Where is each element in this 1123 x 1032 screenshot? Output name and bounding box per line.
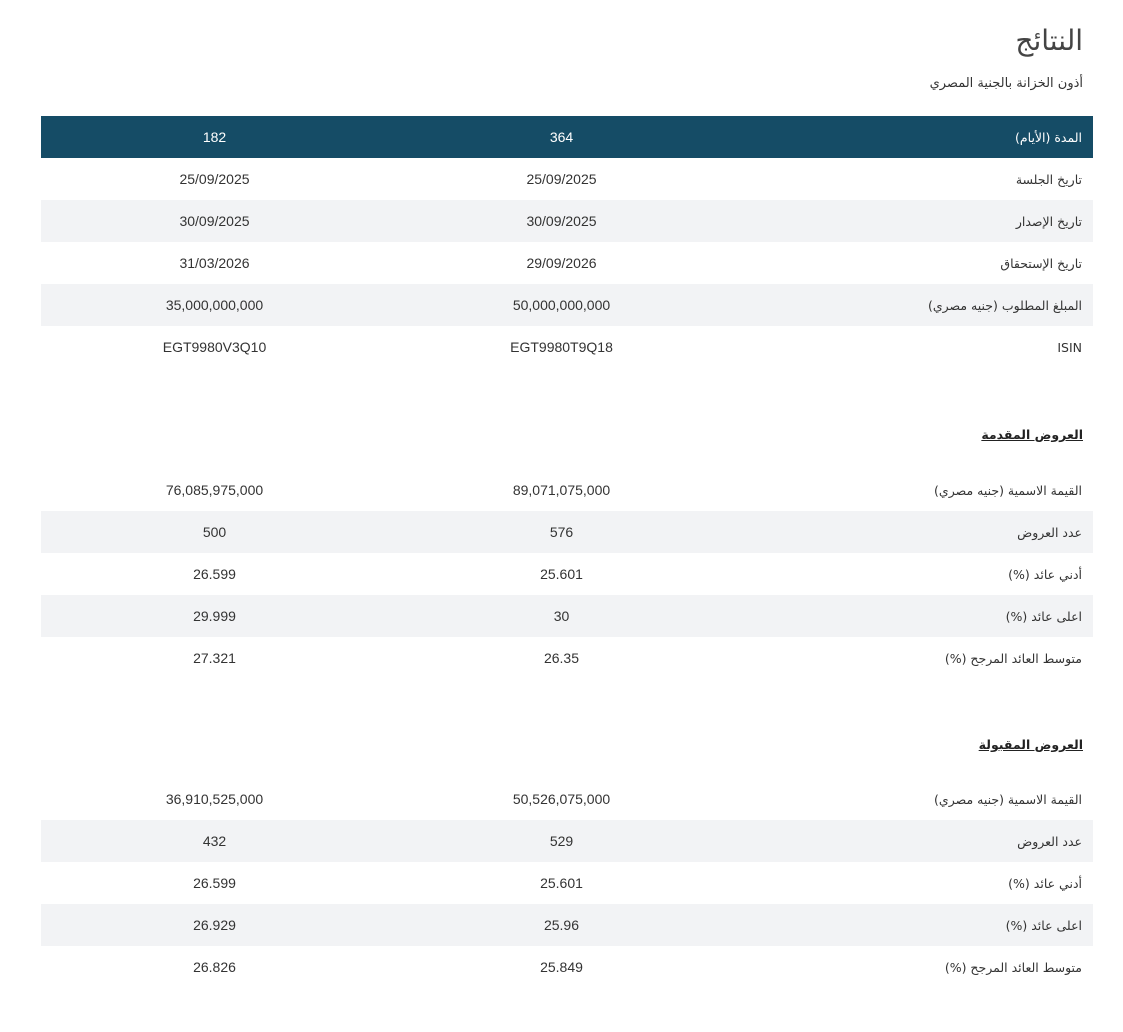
table-row <box>41 158 1093 200</box>
row-label: المبلغ المطلوب (جنيه مصري) <box>735 284 1093 326</box>
row-value-364: 29/09/2026 <box>526 255 597 271</box>
row-value-182: 36,910,525,000 <box>165 791 264 807</box>
row-value-182: 500 <box>41 511 388 553</box>
row-label: اعلى عائد (%) <box>735 595 1093 637</box>
row-label: أدني عائد (%) <box>1008 566 1082 582</box>
table-row <box>41 946 1093 988</box>
row-value-182: 76,085,975,000 <box>165 482 264 498</box>
row-value-182: 26.826 <box>193 959 236 975</box>
table-row <box>41 284 1093 326</box>
row-label: ISIN <box>1057 339 1082 355</box>
row-value-182: 35,000,000,000 <box>41 284 388 326</box>
row-value-364: 30/09/2025 <box>388 200 735 242</box>
row-label: أدني عائد (%) <box>1008 875 1082 891</box>
row-value-364: 25.601 <box>540 566 583 582</box>
table-row <box>41 242 1093 284</box>
row-value-364: 25/09/2025 <box>526 171 597 187</box>
page-subtitle: أذون الخزانة بالجنية المصري <box>929 76 1083 91</box>
terms-table <box>41 116 1093 368</box>
row-label: تاريخ الإصدار <box>735 200 1093 242</box>
row-value-364: 25.96 <box>388 904 735 946</box>
row-value-364: 50,526,075,000 <box>512 791 611 807</box>
table-row <box>41 862 1093 904</box>
table-row <box>41 200 1093 242</box>
row-label: القيمة الاسمية (جنيه مصري) <box>934 791 1082 807</box>
row-value-364: 25.601 <box>540 875 583 891</box>
table-row <box>41 326 1093 368</box>
row-label: عدد العروض <box>735 820 1093 862</box>
table-row <box>41 820 1093 862</box>
row-value-364: 30 <box>388 595 735 637</box>
table-row <box>41 469 1093 511</box>
row-value-364: 50,000,000,000 <box>388 284 735 326</box>
row-value-182: 30/09/2025 <box>41 200 388 242</box>
section-title-submitted: العروض المقدمة <box>981 427 1083 442</box>
row-value-182: 29.999 <box>41 595 388 637</box>
row-label: متوسط العائد المرجح (%) <box>944 650 1082 666</box>
row-value-182: 26.599 <box>193 566 236 582</box>
row-label: عدد العروض <box>735 511 1093 553</box>
row-value-182: 432 <box>41 820 388 862</box>
row-label: اعلى عائد (%) <box>735 904 1093 946</box>
table-row <box>41 553 1093 595</box>
row-label: متوسط العائد المرجح (%) <box>944 959 1082 975</box>
row-value-182: 31/03/2026 <box>179 255 250 271</box>
header-duration-label: المدة (الأيام) <box>735 116 1093 158</box>
terms-header-row <box>41 116 1093 158</box>
row-value-364: 25.849 <box>540 959 583 975</box>
row-label: تاريخ الجلسة <box>1015 171 1082 187</box>
header-182: 182 <box>41 116 388 158</box>
table-row <box>41 511 1093 553</box>
row-value-364: 576 <box>388 511 735 553</box>
table-row <box>41 595 1093 637</box>
row-value-364: 529 <box>388 820 735 862</box>
row-value-364: 89,071,075,000 <box>512 482 611 498</box>
row-value-182: 26.929 <box>41 904 388 946</box>
table-row <box>41 904 1093 946</box>
row-label: تاريخ الإستحقاق <box>1000 255 1082 271</box>
row-value-364: 26.35 <box>543 650 580 666</box>
accepted-table <box>41 778 1093 988</box>
header-364: 364 <box>388 116 735 158</box>
row-value-182: EGT9980V3Q10 <box>162 339 267 355</box>
row-label: القيمة الاسمية (جنيه مصري) <box>934 482 1082 498</box>
page-title: النتائج <box>1015 24 1083 57</box>
row-value-182: 26.599 <box>193 875 236 891</box>
row-value-182: 27.321 <box>193 650 236 666</box>
table-row <box>41 637 1093 679</box>
submitted-table <box>41 469 1093 679</box>
row-value-364: EGT9980T9Q18 <box>510 339 613 355</box>
section-title-accepted: العروض المقبولة <box>978 737 1083 752</box>
table-row <box>41 778 1093 820</box>
row-value-182: 25/09/2025 <box>179 171 250 187</box>
